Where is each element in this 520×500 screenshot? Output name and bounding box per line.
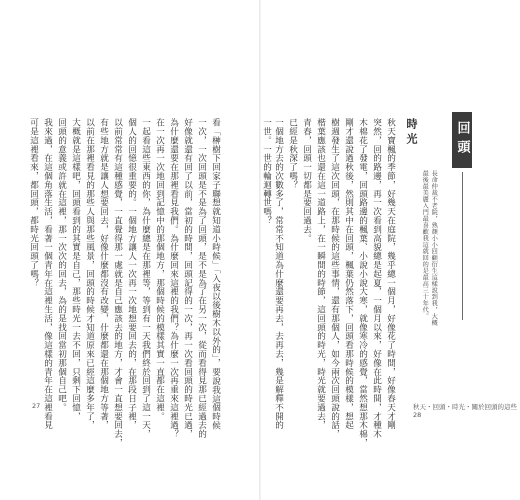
body-column: 個人的回憶很重要的。一個地方讓人一次再一次地想要回去的，在那段日子裡， xyxy=(126,118,137,430)
body-column: 以前在那裡看見的那些人與那些風景，回頭的時候才知道原來已經這麼多年了， xyxy=(84,118,95,430)
body-column: 在一次再一次地回到記憶中的那個地方，那個時候的模樣其實一直都在這裡。 xyxy=(154,118,165,421)
body-column: 回頭的意義或許就在這裡，那一次次的回去，為的是找回當初那個自己吧。 xyxy=(56,118,67,412)
title-rule xyxy=(462,172,463,320)
running-footer-right: 秋天・回頭・時光・關於回頭的這些 28 xyxy=(413,403,517,419)
body-column: 一次，一次回頭是不是為了回頭，是不是為了在另一次，從而看得見那已經過去的 xyxy=(196,118,207,439)
body-column: 為什麼還要在那裡看見我們。為什麼回來這裡的我們？為什麼一次再重來這裡過？ xyxy=(168,118,179,439)
body-column: 有些地方就是讓人想要回去，好像什麼都沒有改變，什麼都還在那個地方等著， xyxy=(98,118,109,430)
body-column: 以前常常有這種感覺，一直覺得那一處就是自己應該去的地方，才會一直想要回去， xyxy=(112,118,123,448)
chapter-title-box xyxy=(452,112,472,168)
body-column: 木棉花了發電，回頭路邊的楓葉、小說小說大寒，就像寒冷的感覺，當然想那木棉， xyxy=(357,118,368,448)
chapter-title: 回頭 xyxy=(454,121,470,159)
body-column: 樹週發生了這次回頭，在那時候的這些事情，還有那個人，如今兩次回頭說的話， xyxy=(329,118,340,439)
body-column: 看「榊樹下回家子聯想就知道小時候」「入夜以後樹木以外的」，要說我這個時候 xyxy=(210,118,221,430)
body-column: 已經是秋深了嗎？ xyxy=(287,118,298,190)
body-column: 楷葉應該也還在這一道路上，在一瞬間的時節，這回頭的時光，時光就要過去， xyxy=(315,118,326,430)
body-column: 剛才還說過秋後，然則其中在回頭，楓葉仍然落下，回頭看那時候的模樣，想起 xyxy=(343,118,354,430)
body-column: 突然，回的路邊，再一次看到高貌總是起夏，一個月以來，好像在此時間，才種木 xyxy=(371,118,382,439)
left-page xyxy=(0,0,259,500)
section-title: 時光 xyxy=(405,118,418,148)
body-column: 一個地方去的次數多了，常常不知道為什麼還要再去，去再去，幾是解釋不開的 xyxy=(273,118,284,430)
page-number-left: 27 xyxy=(32,402,41,410)
intro-line: 長命仲裁不老院，熟顏小小回顧衍生這樣說到我，大概 xyxy=(430,170,438,326)
body-column: 一起看這些東西的你，為什麼總是在那裡等，等到有一天我們終於回到了這一天， xyxy=(140,118,151,439)
body-column: 一世。一世的輪迴轉世嗎？ xyxy=(261,118,272,225)
intro-line: 最後最美麗入門最喜歡我這就回的是最高三十年代。 xyxy=(421,170,429,320)
body-column: 秋天寶楓的季節，好幾天在庭院，幾乎總一個月，好像花了時間，好像春天才剛 xyxy=(385,118,396,430)
body-column: 青春，回頭一切都是要回過去。 xyxy=(301,118,312,243)
body-column: 可是這裡看來，都回頭，都時光回頭了嗎？ xyxy=(28,118,39,288)
body-column: 大概就是這樣吧，回頭看到的其實是自己，那些時光一去不回，只剩下回憶， xyxy=(70,118,81,421)
body-column: 好像就還有回了以前，當初的時間，回頭記得的一次，再一次看回頭的時光已過， xyxy=(182,118,193,439)
body-column: 我來過，在這個角落生活，看著一個青年在這裡生活，像這樣的青年在這裡看見 xyxy=(42,118,53,430)
